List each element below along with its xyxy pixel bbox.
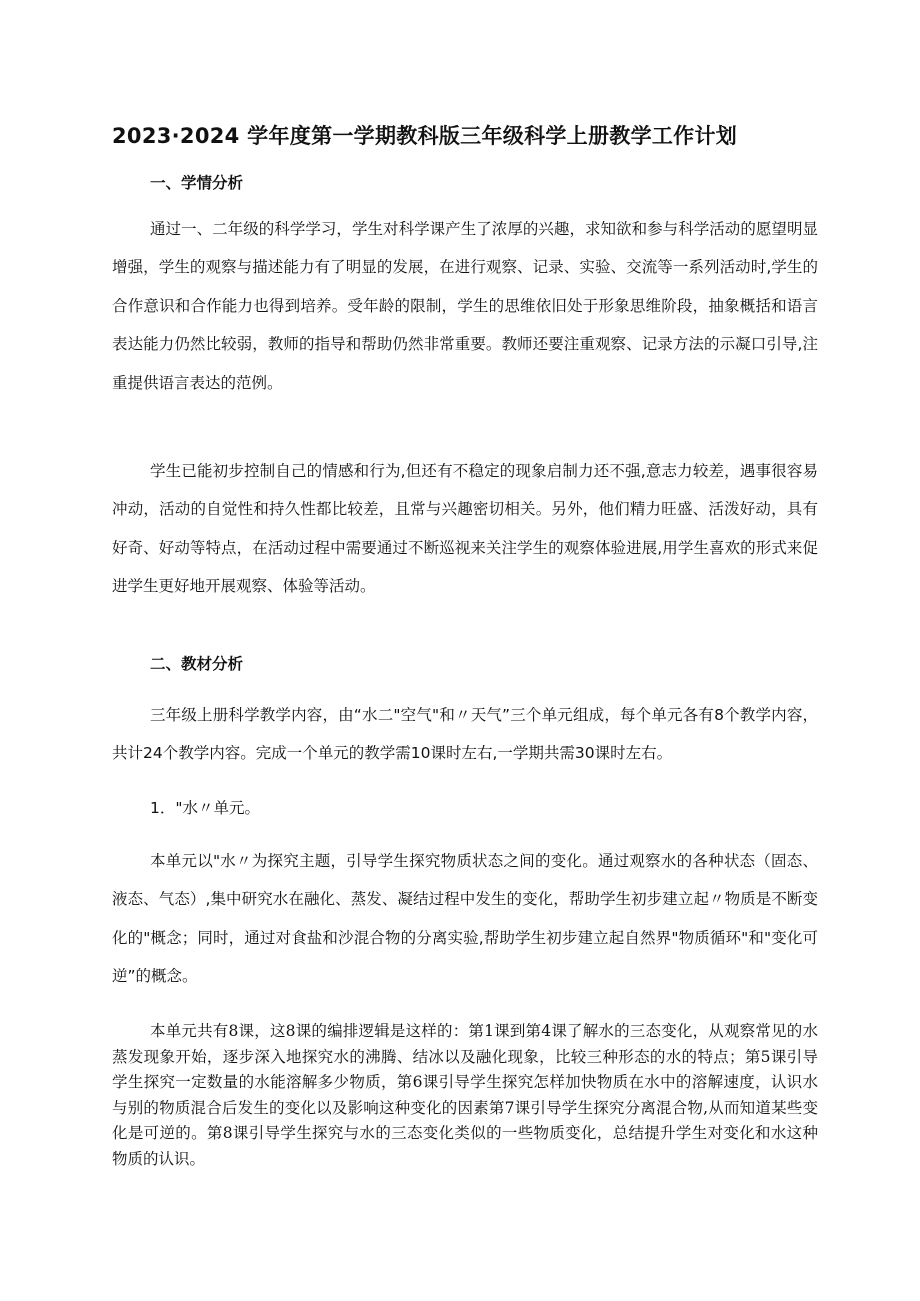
- unit-heading-water: 1．"水〃单元。: [150, 799, 260, 817]
- document-title: 2023·2024 学年度第一学期教科版三年级科学上册教学工作计划: [112, 124, 738, 148]
- paragraph-water-unit-theme: 本单元以"水〃为探究主题，引导学生探究物质状态之间的变化。通过观察水的各种状态（固态、液态、气态）,集中研究水在融化、蒸发、凝结过程中发生的变化，帮助学生初步建立起〃物质是不断变化的"概念；同时，通过对食盐和沙混合物的分离实验,帮助学生初步建立起自然界"物质循环"和"变化可逆”的概念。: [112, 852, 818, 986]
- section-heading-student-analysis: 一、学情分析: [150, 174, 244, 192]
- paragraph-student-interest: 通过一、二年级的科学学习，学生对科学课产生了浓厚的兴趣，求知欲和参与科学活动的愿望明显增强，学生的观察与描述能力有了明显的发展，在进行观察、记录、实验、交流等一系列活动时,学生的合作意识和合作能力也得到培养。受年龄的限制，学生的思维依旧处于形象思维阶段，抽象概括和语言表达能力仍然比较弱，教师的指导和帮助仍然非常重要。教师还要注重观察、记录方法的示凝口引导,注重提供语言表达的范例。: [112, 220, 818, 392]
- paragraph-student-behavior: 学生已能初步控制自己的情感和行为,但还有不稳定的现象启制力还不强,意志力较差，遇事很容易冲动，活动的自觉性和持久性都比较差，且常与兴趣密切相关。另外，他们精力旺盛、活泼好动，具有好奇、好动等特点，在活动过程中需要通过不断巡视来关注学生的观察体验进展,用学生喜欢的形式来促进学生更好地开展观察、体验等活动。: [112, 462, 818, 596]
- paragraph-textbook-intro: 三年级上册科学教学内容，由“水二"空气"和〃天气”三个单元组成，每个单元各有8个教学内容，共计24个教学内容。完成一个单元的教学需10课时左右,一学期共需30课时左右。: [112, 706, 818, 763]
- section-heading-textbook-analysis: 二、教材分析: [150, 655, 244, 673]
- paragraph-water-unit-lessons: 本单元共有8课，这8课的编排逻辑是这样的：第1课到第4课了解水的三态变化，从观察常见的水蒸发现象开始，逐步深入地探究水的沸腾、结冰以及融化现象，比较三种形态的水的特点；第5课引导学生探究一定数量的水能溶解多少物质，第6课引导学生探究怎样加快物质在水中的溶解速度，认识水与别的物质混合后发生的变化以及影响这种变化的因素第7课引导学生探究分离混合物,从而知道某些变化是可逆的。第8课引导学生探究与水的三态变化类似的一些物质变化，总结提升学生对变化和水这种物质的认识。: [112, 1022, 818, 1168]
